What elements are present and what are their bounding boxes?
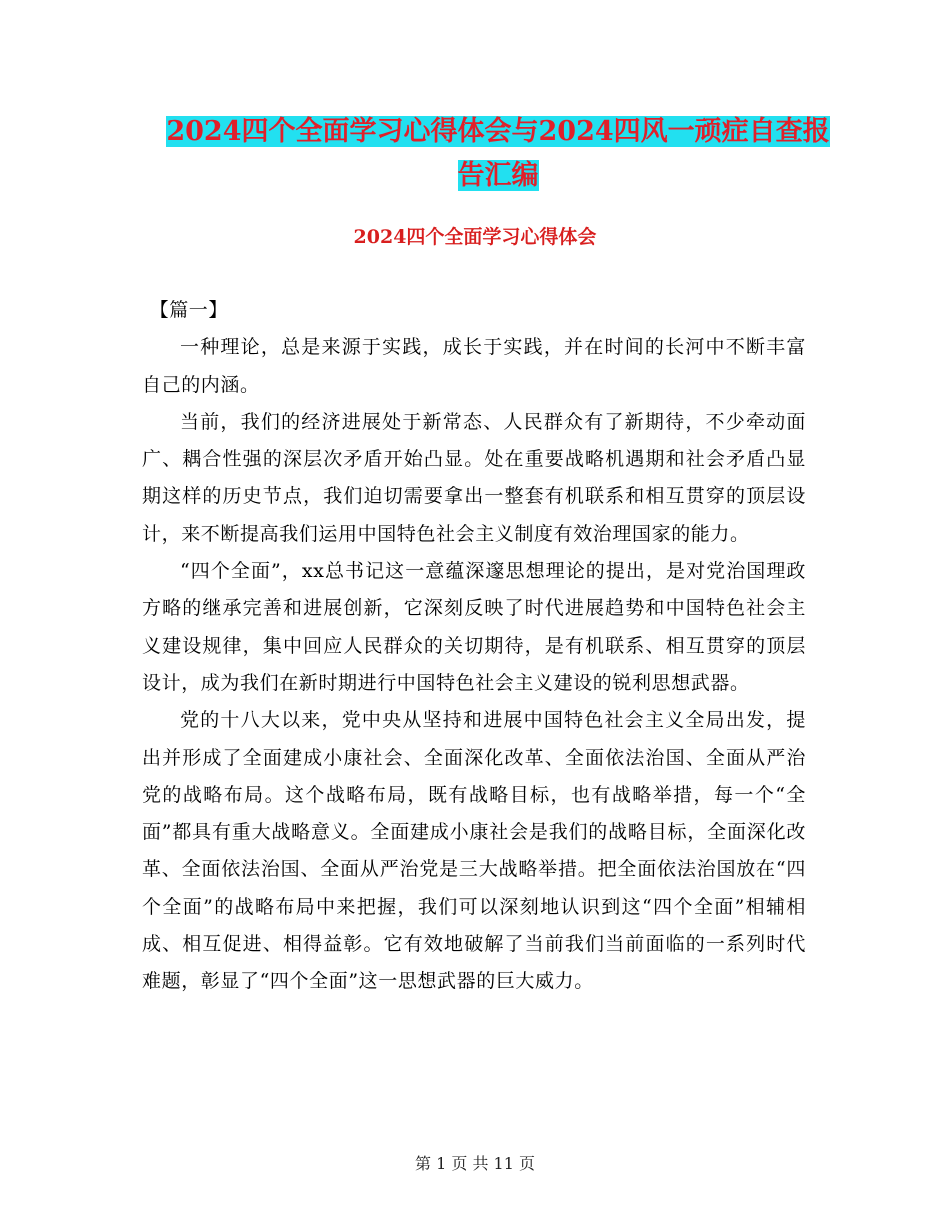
document-body [142,292,806,1001]
paragraph-2: 当前，我们的经济进展处于新常态、人民群众有了新期待，不少牵动面广、耦合性强的深层次矛盾开始凸显。处在重要战略机遇期和社会矛盾凸显期这样的历史节点，我们迫切需要拿出一整套有机联系和相互贯穿的顶层设计，来不断提高我们运用中国特色社会主义制度有效治理国家的能力。 [142,410,806,545]
document-title-line-2: 告汇编 [457,160,539,191]
part-label: 【篇一】 [149,299,228,321]
document-title-line-1: 2024四个全面学习心得体会与2024四风一顽症自查报 [166,116,830,147]
paragraph-1: 一种理论，总是来源于实践，成长于实践，并在时间的长河中不断丰富自己的内涵。 [142,336,806,396]
page-number-footer: 第 1 页 共 11 页 [415,1154,535,1173]
section-title: 2024四个全面学习心得体会 [353,226,597,248]
paragraph-3: “四个全面”，xx总书记这一意蕴深邃思想理论的提出，是对党治国理政方略的继承完善和进展创新，它深刻反映了时代进展趋势和中国特色社会主义建设规律，集中回应人民群众的关切期待，是有机联系、相互贯穿的顶层设计，成为我们在新时期进行中国特色社会主义建设的锐利思想武器。 [142,560,806,694]
document-title [140,110,856,198]
paragraph-4: 党的十八大以来，党中央从坚持和进展中国特色社会主义全局出发，提出并形成了全面建成小康社会、全面深化改革、全面依法治国、全面从严治党的战略布局。这个战略布局，既有战略目标，也有战略举措，每一个“全面”都具有重大战略意义。全面建成小康社会是我们的战略目标，全面深化改革、全面依法治国、全面从严治党是三大战略举措。把全面依法治国放在“四个全面”的战略布局中来把握，我们可以深刻地认识到这“四个全面”相辅相成、相互促进、相得益彰。它有效地破解了当前我们当前面临的一系列时代难题，彰显了“四个全面”这一思想武器的巨大威力。 [142,709,806,993]
